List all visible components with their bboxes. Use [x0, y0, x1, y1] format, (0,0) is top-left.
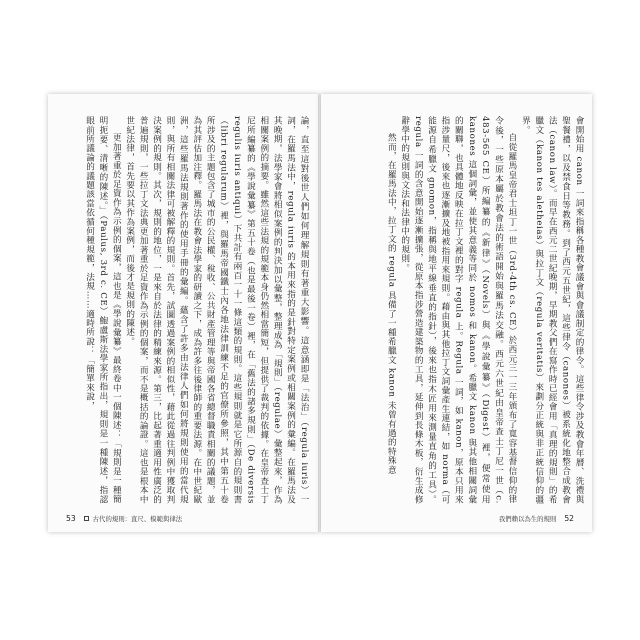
left-page — [48, 94, 319, 532]
right-paragraph-2: 自從羅馬皇帝君士坦丁一世（3rd-4th cs. CE）於西元三一三年頒布了寬容基督信仰的律令後，一些原本屬於教會法的術語開始與羅馬法交融。西元六世紀由皇帝查士丁尼一世（c. 483-565 CE）所編纂的《新律》（Novels）與《學說彙纂》（Digest）裡，便常使用 kanones 這個詞彙，並使其意義等同於 nomos 和 kanon。希臘文 kanon 與其他相關詞彙的關聯，也具體地反映在拉丁文裡的對字 regula 上。Regula 一詞，如 kanon，原本只用來指涉量尺，後來也逐漸擴及地被指用來規則。藉由與其他拉丁文詞彙產生連結，如 norma（可能源自希臘文 gnomon，指稱與地平線垂直的指針），後來也指木匠用來測量直角的工具）。regula 一詞的含意開始逐漸擴張，從原本指涉營造建築物的工具，延伸到長條木板，衍生成修辭學中的規則與文法和法律中的規則。 — [399, 116, 517, 504]
right-paragraph-1: 會開始用 canon 一詞來指稱各種教會議會與會議制定的律令。這些律令涉及教會年曆、洗禮與聖餐禮，以及禁食日等教務。到了西元五世紀，這些律令（canones）被系統化地整合成教會法（canon law）。而早在西元二世紀晚期，早期教父們在寫作時已經會用「真理的規則」的希臘文（kanon tes aletheias）與拉丁文（regula veritatis）來劃分正統與非正統信仰的疆界。 — [520, 116, 584, 504]
left-paragraph-1: 論，直至這對後世人們如何理解規則有著重大影響。這意涵即是「法治」（regula iuris）一詞，在羅馬法中，regula iuris 的本用來指的是針對特定案例或相關案例的彙編。在羅馬法及其晚期，法學家會將相似案例的判決加以彙整，整理成為「規則」（regulae）彙整起來，作為相關案例的摘要。雖然這些法規的規範本身仍然相當簡短，但提供了裁判的依據。在皇帝查士丁尼所編纂的《學說彙纂》第五十卷（也是最後一卷）裡，在「舊法的諸多規則」（De diversis regulis iuris antiqui）下共計有兩百一十一條這類的規則。這些規則就是它所源自的規則書（libri regularum）裡，與羅馬帝國鐵士內各地法律訓練不足的官僚所參照，其中第五十卷所涉及的主題包含了城市的公民權、稅收、公共財產管理等與帝國各省總督職責相關的議題，並為其評估加注釋。羅馬法在教會法學家的研讀之下，成為許多往後律師的重要法源。在中世紀歐洲，這些羅馬法規則著作的使用手冊的彙編。蘊含了許多由法律人們如何將規則使用的當代規則，與所有相關法律可被解釋的規則。首先，試圖透過案例的相似性，藉此從過往判例中獲取判決案例的規則。其次，規則的地位，一是來自於法律的精練來源。第三，比起著重適用性廣泛的普遍規則，一些拉丁文法典更加著重於足資作為示例的個案，而不是概括的論證。這也是根本中世紀法律，首先要以其作為案例，而後才是規則的陳述。 — [124, 116, 309, 504]
right-page — [321, 94, 592, 532]
left-running-head: 古代的規則：直尺、模範與律法 — [92, 515, 183, 523]
left-page-text — [62, 116, 310, 504]
left-page-number: 53 — [66, 514, 76, 523]
running-head-marker-icon — [84, 516, 89, 521]
right-footer — [499, 514, 578, 523]
right-paragraph-3: 然而，在羅馬法中，拉丁文的 regula 具備了一種希臘文 kanon 未曾有過的特殊意 — [386, 133, 397, 475]
left-paragraph-2: 更加著重於足資作為示例的個案，這也是《學說彙纂》最終卷中一個陳述：「規則是一種簡明扼要、清晰的陳述。」（Paulus, 3rd c. CE）鮑盧斯法學家所指出，規則是一種陳述，指認眼前所議論的議題該當依循何種規範，法規……適時所說：「簡單來說， — [84, 116, 122, 504]
right-running-head: 我們賴以為生的規則 — [498, 515, 557, 523]
right-page-text — [337, 116, 585, 504]
left-footer — [62, 514, 182, 523]
right-page-number: 52 — [564, 514, 574, 523]
